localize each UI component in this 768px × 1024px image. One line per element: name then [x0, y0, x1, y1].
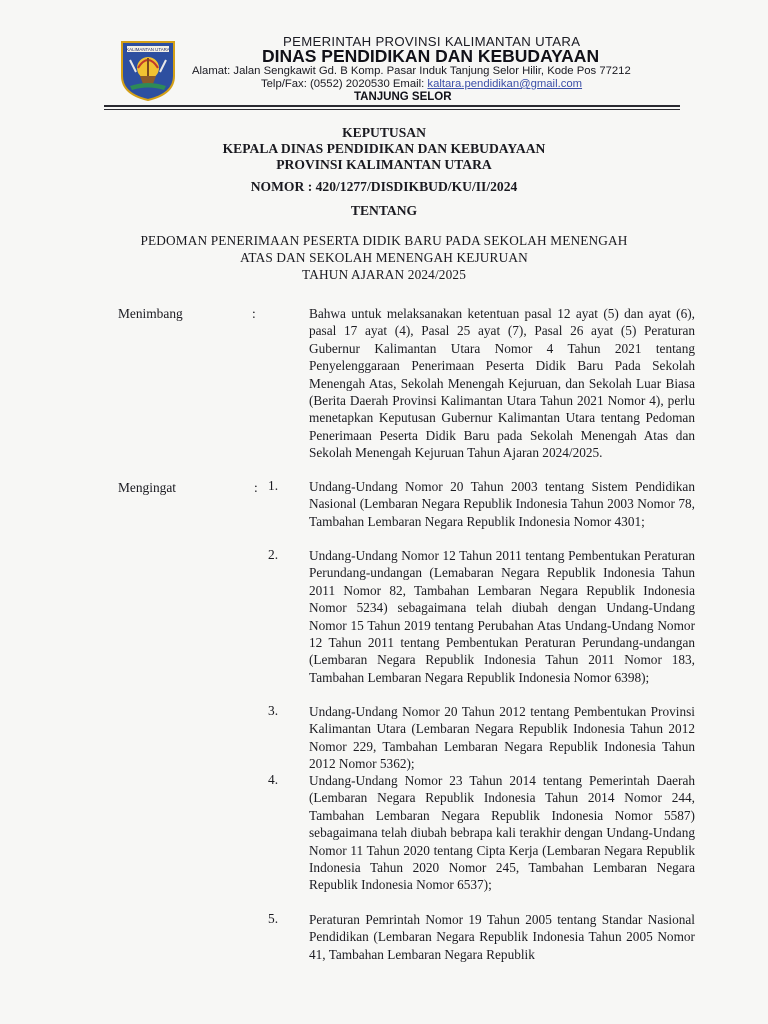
mengingat-label: Mengingat: [118, 480, 177, 495]
decree-subject-line-1: PEDOMAN PENERIMAAN PESERTA DIDIK BARU PADA SEKOLAH MENENGAH: [140, 233, 628, 248]
mengingat-item-number: 5.: [268, 911, 279, 926]
decree-issuer: KEPALA DINAS PENDIDIKAN DAN KEBUDAYAAN: [222, 141, 546, 156]
decree-title: KEPUTUSAN: [342, 125, 426, 140]
mengingat-item-number: 2.: [268, 547, 279, 562]
menimbang-label: Menimbang: [118, 306, 183, 321]
menimbang-text: Bahwa untuk melaksanakan ketentuan pasal 12 ayat (5) dan ayat (6), pasal 17 ayat (4), Pasal 25 ayat (7), Pasal 26 ayat (5) Peraturan Gubernur Kalimantan Utara Nomor 4 Tahun 2021 tentang Penyelenggaraan Penerimaan Peserta Didik Baru Pada Sekolah Menengah Atas, Sekolah Menengah Kejuruan, dan Sekolah Luar Biasa (Berita Daerah Provinsi Kalimantan Utara Tahun 2021 Nomor 4), perlu menetapkan Keputusan Gubernur Kalimantan Utara tentang Pedoman Penerimaan Peserta Didik Baru pada Sekolah Menengah Atas dan Sekolah Menengah Kejuruan Tahun Ajaran 2024/2025.: [309, 306, 695, 461]
crest-banner-text: KALIMANTAN UTARA: [126, 47, 170, 52]
decree-province: PROVINSI KALIMANTAN UTARA: [276, 157, 492, 172]
decree-about-label: TENTANG: [350, 203, 418, 218]
letterhead-contact: [261, 78, 582, 90]
mengingat-item-number: 4.: [268, 772, 279, 787]
mengingat-item-number: 1.: [268, 478, 279, 493]
mengingat-item-number: 3.: [268, 703, 279, 718]
mengingat-item-text: Undang-Undang Nomor 20 Tahun 2012 tentang Pembentukan Provinsi Kalimantan Utara (Lembaran Negara Republik Indonesia Tahun 2012 Nomor 229, Tambahan Lembaran Negara Republik Indonesia Tahun 2012 Nomor 5362);: [309, 704, 695, 772]
letterhead-phone: Telp/Fax: (0552) 2020530 Email:: [261, 78, 428, 90]
decree-number: NOMOR : 420/1277/DISDIKBUD/KU/II/2024: [250, 179, 518, 194]
menimbang-colon: :: [252, 306, 256, 321]
mengingat-item-text: Undang-Undang Nomor 12 Tahun 2011 tentang Pembentukan Peraturan Perundang-undangan (Lemabaran Negara Republik Indonesia Tahun 2011 Nomor 82, Tambahan Lembaran Negara Republik Indonesia Nomor 5234) sebagaimana telah diubah dengan Undang-Undang Nomor 15 Tahun 2019 tentang Perubahan Atas Undang-Undang Nomor 12 Tahun 2011 tentang Pembentukan Peraturan Perundang-undangan (Lembaran Negara Republik Indonesia Tahun 2011 Nomor 183, Tambahan Lembaran Negara Republik Indonesia Nomor 6398);: [309, 548, 695, 685]
mengingat-item-text: Undang-Undang Nomor 20 Tahun 2003 tentang Sistem Pendidikan Nasional (Lembaran Negara Republik Indonesia Tahun 2003 Nomor 78, Tambahan Lembaran Negara Republik Indonesia Nomor 4301;: [309, 479, 695, 529]
kalimantan-utara-crest-icon: [118, 38, 178, 102]
decree-subject-line-2: ATAS DAN SEKOLAH MENENGAH KEJURUAN: [240, 250, 528, 265]
decree-subject-line-3: TAHUN AJARAN 2024/2025: [301, 267, 467, 282]
letterhead-address: Alamat: Jalan Sengkawit Gd. B Komp. Pasar Induk Tanjung Selor Hilir, Kode Pos 77212: [192, 65, 631, 77]
mengingat-item-text: Undang-Undang Nomor 23 Tahun 2014 tentang Pemerintah Daerah (Lembaran Negara Republik Indonesia Tahun 2014 Nomor 244, Tambahan Lembaran Negara Republik Indonesia Nomor 5587) sebagaimana telah diubah bebrapa kali terakhir dengan Undang-Undang Nomor 11 Tahun 2020 tentang Cipta Kerja (Lembaran Negara Republik Indonesia Tahun 2020 Nomor 245, Tambahan Lembaran Negara Republik Indonesia Nomor 6537);: [309, 773, 695, 893]
letterhead-government: PEMERINTAH PROVINSI KALIMANTAN UTARA: [283, 34, 581, 49]
mengingat-colon: :: [254, 480, 258, 495]
letterhead-divider-thick: [104, 105, 680, 107]
letterhead-email-link[interactable]: kaltara.pendidikan@gmail.com: [427, 78, 583, 90]
mengingat-item-text: Peraturan Pemrintah Nomor 19 Tahun 2005 tentang Standar Nasional Pendidikan (Lembaran Negara Republik Indonesia Tahun 2005 Nomor 41, Tambahan Lembaran Negara Republik: [309, 912, 695, 962]
letterhead-divider-thin: [104, 109, 680, 110]
letterhead-agency: DINAS PENDIDIKAN DAN KEBUDAYAAN: [262, 46, 600, 66]
letterhead-city: TANJUNG SELOR: [354, 91, 452, 103]
